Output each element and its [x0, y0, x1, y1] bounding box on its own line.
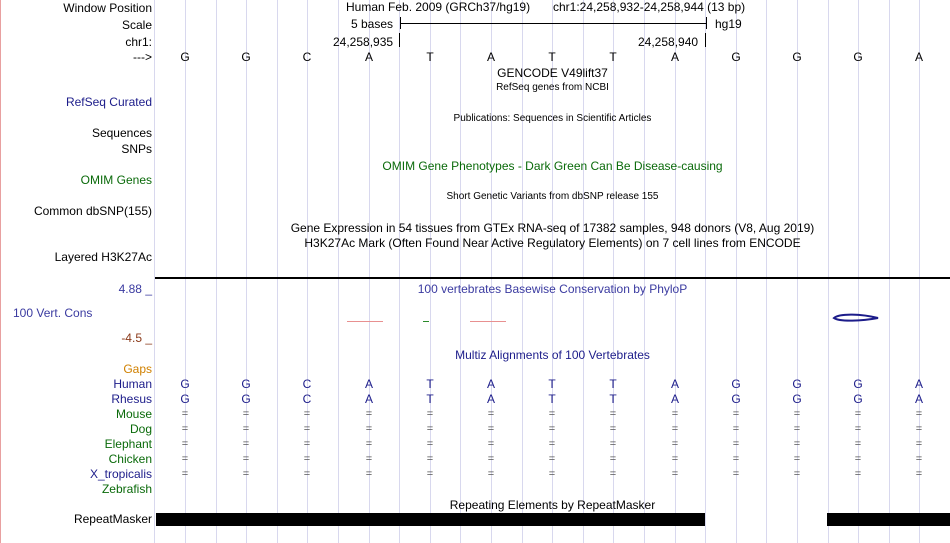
coord-left: 24,258,935	[333, 35, 394, 49]
alignment-cell: =	[181, 438, 189, 450]
snps-label[interactable]: SNPs	[121, 142, 152, 156]
phylop-signal-1	[347, 321, 383, 322]
base-letter: G	[853, 50, 863, 64]
species-label[interactable]: Elephant	[104, 437, 152, 451]
alignment-cell: T	[548, 392, 556, 406]
repeat-element-1[interactable]	[156, 513, 705, 526]
alignment-cell: G	[180, 377, 190, 391]
alignment-cell: =	[426, 423, 434, 435]
species-label[interactable]: Chicken	[108, 452, 152, 466]
alignment-cell: =	[548, 408, 556, 420]
alignment-cell: =	[487, 468, 495, 480]
alignment-cell: A	[364, 377, 373, 391]
alignment-cell: =	[181, 468, 189, 480]
scale-bar	[400, 23, 706, 24]
alignment-cell: =	[487, 408, 495, 420]
alignment-cell: A	[670, 392, 679, 406]
alignment-cell: =	[242, 438, 250, 450]
alignment-cell: G	[241, 392, 251, 406]
alignment-cell: G	[180, 392, 190, 406]
alignment-cell: =	[242, 453, 250, 465]
alignment-cell: G	[731, 392, 741, 406]
phylop-signal-2	[423, 321, 429, 322]
label-column-divider	[0, 0, 1, 543]
publications-track-title[interactable]: Publications: Sequences in Scientific Articles	[453, 113, 652, 124]
alignment-cell: T	[548, 377, 556, 391]
omim-track-title[interactable]: OMIM Gene Phenotypes - Dark Green Can Be Disease-causing	[382, 159, 723, 173]
alignment-cell: =	[242, 468, 250, 480]
omim-genes-label[interactable]: OMIM Genes	[80, 173, 152, 187]
alignment-cell: =	[793, 423, 801, 435]
chrom-label: chr1:	[125, 35, 152, 49]
alignment-cell: =	[915, 438, 923, 450]
repeatmasker-track-title[interactable]: Repeating Elements by RepeatMasker	[449, 498, 656, 512]
alignment-cell: =	[487, 423, 495, 435]
alignment-cell: =	[365, 468, 373, 480]
alignment-cell: =	[242, 408, 250, 420]
alignment-cell: G	[853, 392, 863, 406]
alignment-cell: =	[915, 408, 923, 420]
alignment-cell: =	[671, 468, 679, 480]
coord-right-tick	[705, 33, 706, 47]
alignment-cell: =	[303, 438, 311, 450]
alignment-cell: =	[609, 468, 617, 480]
alignment-cell: =	[487, 453, 495, 465]
alignment-cell: G	[792, 377, 802, 391]
coord-right: 24,258,940	[638, 35, 699, 49]
phylop-track-title[interactable]: 100 vertebrates Basewise Conservation by PhyloP	[417, 282, 688, 296]
base-letter: A	[670, 50, 679, 64]
refseq-curated-label[interactable]: RefSeq Curated	[65, 95, 152, 109]
base-letter: G	[792, 50, 802, 64]
assembly-title: Human Feb. 2009 (GRCh37/hg19)	[346, 0, 531, 14]
alignment-cell: C	[302, 392, 312, 406]
alignment-cell: =	[915, 423, 923, 435]
alignment-cell: =	[426, 468, 434, 480]
alignment-cell: =	[854, 468, 862, 480]
alignment-cell: =	[915, 468, 923, 480]
alignment-cell: =	[548, 468, 556, 480]
scale-label: Scale	[121, 18, 152, 32]
alignment-cell: =	[732, 468, 740, 480]
layered-h3k27ac-label[interactable]: Layered H3K27Ac	[54, 250, 152, 264]
position-range: chr1:24,258,932-24,258,944 (13 bp)	[553, 0, 746, 14]
alignment-cell: =	[365, 453, 373, 465]
alignment-cell: =	[671, 438, 679, 450]
scale-bar-right-tick	[706, 17, 707, 29]
alignment-cell: A	[486, 392, 495, 406]
alignment-cell: T	[426, 392, 434, 406]
alignment-cell: =	[365, 423, 373, 435]
base-letter: T	[426, 50, 434, 64]
phylop-peak-glyph	[832, 313, 880, 323]
alignment-cell: =	[548, 453, 556, 465]
alignment-cell: =	[854, 453, 862, 465]
base-letter: G	[241, 50, 251, 64]
alignment-cell: =	[181, 453, 189, 465]
alignment-cell: G	[853, 377, 863, 391]
common-dbsnp-label[interactable]: Common dbSNP(155)	[33, 204, 152, 218]
alignment-cell: =	[854, 408, 862, 420]
alignment-cell: =	[365, 438, 373, 450]
alignment-cell: A	[364, 392, 373, 406]
phylop-max-label: 4.88 _	[118, 282, 152, 296]
alignment-cell: =	[548, 423, 556, 435]
phylop-side-label[interactable]: 100 Vert. Cons	[13, 306, 93, 320]
alignment-cell: =	[181, 423, 189, 435]
alignment-cell: =	[426, 438, 434, 450]
alignment-cell: T	[609, 392, 617, 406]
repeatmasker-label[interactable]: RepeatMasker	[73, 512, 152, 526]
species-label[interactable]: Dog	[129, 422, 152, 436]
alignment-cell: =	[671, 408, 679, 420]
coord-left-tick	[399, 33, 400, 47]
alignment-cell: =	[303, 453, 311, 465]
alignment-cell: =	[242, 423, 250, 435]
repeat-element-2[interactable]	[827, 513, 950, 526]
sequences-label[interactable]: Sequences	[91, 126, 152, 140]
base-letter: A	[486, 50, 495, 64]
base-letter: G	[731, 50, 741, 64]
h3k27ac-track-title[interactable]: H3K27Ac Mark (Often Found Near Active Regulatory Elements) on 7 cell lines from ENCODE	[304, 236, 801, 250]
window-position-label: Window Position	[63, 1, 152, 15]
alignment-cell: =	[548, 438, 556, 450]
species-label[interactable]: Rhesus	[111, 392, 152, 406]
alignment-cell: T	[609, 377, 617, 391]
alignment-cell: G	[792, 392, 802, 406]
alignment-cell: =	[793, 408, 801, 420]
alignment-cell: =	[854, 438, 862, 450]
base-letter: G	[180, 50, 190, 64]
phylop-min-label: -4.5 _	[121, 331, 152, 345]
alignment-cell: =	[426, 408, 434, 420]
alignment-cell: =	[732, 408, 740, 420]
base-letter: T	[609, 50, 617, 64]
alignment-cell: =	[915, 453, 923, 465]
alignment-cell: =	[793, 453, 801, 465]
scale-text: 5 bases	[351, 17, 394, 31]
dbsnp-track-title[interactable]: Short Genetic Variants from dbSNP release 155	[446, 191, 659, 202]
alignment-cell: =	[487, 438, 495, 450]
alignment-cell: =	[303, 408, 311, 420]
alignment-cell: =	[671, 453, 679, 465]
gtex-track-title[interactable]: Gene Expression in 54 tissues from GTEx RNA-seq of 17382 samples, 948 donors (V8, Aug 2019)	[290, 221, 815, 235]
base-letter: A	[914, 50, 923, 64]
alignment-cell: =	[609, 453, 617, 465]
alignment-cell: A	[914, 377, 923, 391]
strand-label: --->	[133, 50, 152, 64]
alignment-cell: A	[486, 377, 495, 391]
db-label: hg19	[715, 17, 742, 31]
alignment-cell: G	[731, 377, 741, 391]
species-label[interactable]: Mouse	[115, 407, 152, 421]
alignment-cell: =	[671, 423, 679, 435]
refseq-track-subtitle[interactable]: RefSeq genes from NCBI	[496, 82, 609, 93]
phylop-signal-3	[470, 321, 506, 322]
species-label[interactable]: Human	[113, 377, 152, 391]
alignment-cell: =	[303, 423, 311, 435]
alignment-cell: T	[426, 377, 434, 391]
base-letter: A	[364, 50, 373, 64]
alignment-cell: =	[732, 453, 740, 465]
alignment-cell: =	[732, 423, 740, 435]
alignment-cell: =	[181, 408, 189, 420]
alignment-cell: =	[793, 468, 801, 480]
alignment-cell: A	[670, 377, 679, 391]
base-letter: T	[548, 50, 556, 64]
species-label[interactable]: Zebrafish	[101, 482, 152, 496]
alignment-cell: =	[609, 423, 617, 435]
gencode-track-title[interactable]: GENCODE V49lift37	[497, 66, 608, 80]
base-letter: C	[302, 50, 312, 64]
track-separator	[155, 277, 950, 279]
alignment-cell: =	[793, 438, 801, 450]
species-label[interactable]: X_tropicalis	[89, 467, 152, 481]
alignment-cell: =	[854, 423, 862, 435]
alignment-cell: =	[609, 408, 617, 420]
alignment-cell: =	[732, 438, 740, 450]
alignment-cell: =	[609, 438, 617, 450]
alignment-cell: G	[241, 377, 251, 391]
alignment-cell: C	[302, 377, 312, 391]
alignment-cell: =	[365, 408, 373, 420]
gaps-label[interactable]: Gaps	[123, 362, 152, 376]
alignment-cell: =	[426, 453, 434, 465]
alignment-cell: A	[914, 392, 923, 406]
multiz-track-title[interactable]: Multiz Alignments of 100 Vertebrates	[455, 348, 650, 362]
alignment-cell: =	[303, 468, 311, 480]
